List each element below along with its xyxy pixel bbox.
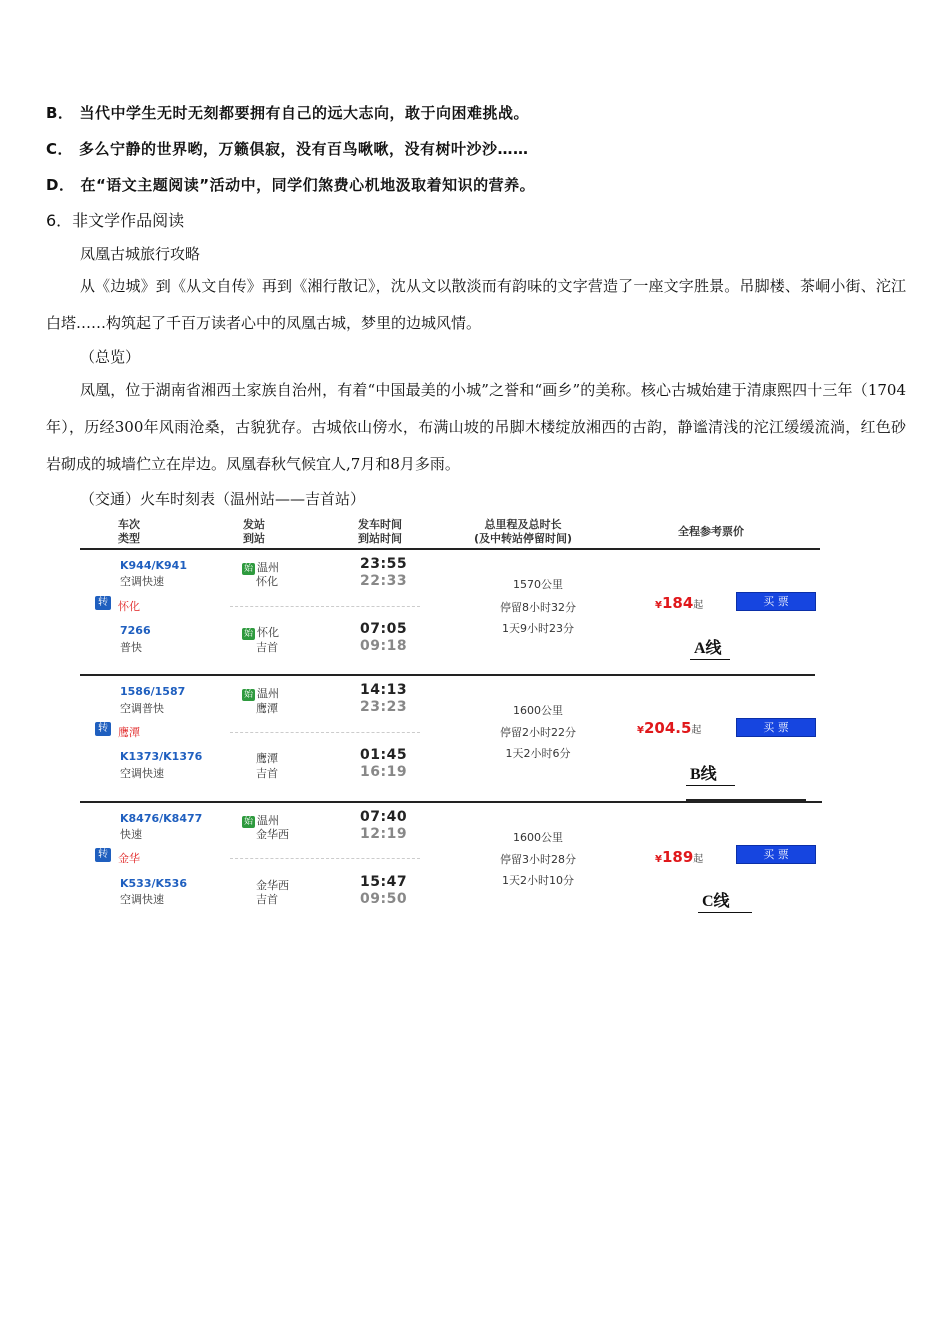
route-c-divider <box>230 858 420 859</box>
route-b-distance: 1600公里 <box>513 704 563 717</box>
option-c-text: 多么宁静的世界哟，万籁俱寂，没有百鸟啾啾，没有树叶沙沙…… <box>79 140 529 158</box>
route-b-divider <box>230 732 420 733</box>
route-b-leg1-from-name: 温州 <box>257 687 280 700</box>
route-b-leg1-train: 1586/1587 <box>120 685 186 698</box>
route-a-leg1-arr: 22:33 <box>360 573 408 589</box>
route-a-leg1-dep: 23:55 <box>360 556 408 572</box>
header-time-2: 到站时间 <box>358 532 402 545</box>
route-a-price <box>655 594 703 612</box>
route-a-leg2-from-name: 怀化 <box>257 626 280 639</box>
transfer-icon: 转 <box>95 596 111 610</box>
header-train-2: 类型 <box>118 532 140 545</box>
start-station-icon: 始 <box>244 690 254 700</box>
transfer-icon: 转 <box>95 722 111 736</box>
header-rule <box>80 548 820 550</box>
option-d-label: D． <box>46 176 75 194</box>
route-b-leg2-type: 空调快速 <box>120 767 164 780</box>
route-c-leg1-dep: 07:40 <box>360 809 408 825</box>
route-a-label: A线 <box>690 635 730 660</box>
route-a-leg2-dep: 07:05 <box>360 621 408 637</box>
route-b-label: B线 <box>686 761 735 786</box>
route-a-duration: 1天9小时23分 <box>502 622 574 635</box>
route-b-leg1-dep: 14:13 <box>360 682 408 698</box>
route-c-leg2-dep: 15:47 <box>360 874 408 890</box>
header-train-1: 车次 <box>118 518 140 531</box>
route-c-distance: 1600公里 <box>513 831 563 844</box>
route-c-leg1-to: 金华西 <box>256 828 289 841</box>
route-b-leg2-arr: 16:19 <box>360 764 408 780</box>
route-b-leg1-to: 鹰潭 <box>256 702 278 715</box>
route-c-price <box>655 848 703 866</box>
qi: 起 <box>691 725 702 736</box>
option-c-label: C． <box>46 140 74 158</box>
header-train <box>118 518 140 546</box>
route-a-divider <box>230 606 420 607</box>
option-b <box>46 102 529 123</box>
route-b-leg2-dep: 01:45 <box>360 747 408 763</box>
route-a-leg1-to: 怀化 <box>256 575 278 588</box>
route-c-transfer-city: 金华 <box>118 852 140 865</box>
header-station-2: 到站 <box>243 532 265 545</box>
option-b-text: 当代中学生无时无刻都要拥有自己的远大志向，敢于向困难挑战。 <box>79 104 529 122</box>
route-c-duration: 1天2小时10分 <box>502 874 574 887</box>
article-title: 凤凰古城旅行攻略 <box>80 245 201 263</box>
route-rule-1 <box>80 674 815 676</box>
route-a-leg2-train: 7266 <box>120 624 151 637</box>
transfer-icon: 转 <box>95 848 111 862</box>
start-station-icon: 始 <box>244 629 254 639</box>
currency: ¥ <box>637 725 644 736</box>
header-station <box>243 518 265 546</box>
route-a-distance: 1570公里 <box>513 578 563 591</box>
route-b-price <box>637 719 701 737</box>
route-rule-2 <box>80 801 822 803</box>
header-info-2: (及中转站停留时间) <box>473 532 573 545</box>
section-heading: 6．非文学作品阅读 <box>46 211 185 230</box>
route-b-leg1-type: 空调普快 <box>120 702 164 715</box>
route-a-leg2-from <box>242 624 279 640</box>
start-station-icon: 始 <box>244 817 254 827</box>
route-c-label: C线 <box>698 888 752 913</box>
route-c-leg2-type: 空调快速 <box>120 893 164 906</box>
route-c-leg2-train: K533/K536 <box>120 877 187 890</box>
route-a-stop: 停留8小时32分 <box>500 601 576 614</box>
route-b-leg2-train: K1373/K1376 <box>120 750 203 763</box>
route-a-leg1-type: 空调快速 <box>120 575 164 588</box>
route-c-stop: 停留3小时28分 <box>500 853 576 866</box>
route-a-transfer-city: 怀化 <box>118 600 140 613</box>
currency: ¥ <box>655 854 662 865</box>
route-c-leg1-train: K8476/K8477 <box>120 812 203 825</box>
header-station-1: 发站 <box>243 518 265 531</box>
route-a-buy-button[interactable]: 买 票 <box>736 592 816 611</box>
article-intro: 从《边城》到《从文自传》再到《湘行散记》，沈从文以散淡而有韵味的文字营造了一座文字胜景。吊脚楼、茶峒小街、沱江白塔……构筑起了千百万读者心中的凤凰古城，梦里的边城风情。 <box>46 277 906 332</box>
overview-heading: （总览） <box>80 348 141 366</box>
route-b-buy-button[interactable]: 买 票 <box>736 718 816 737</box>
route-b-stop: 停留2小时22分 <box>500 726 576 739</box>
route-b-transfer-city: 鹰潭 <box>118 726 140 739</box>
route-a-leg2-arr: 09:18 <box>360 638 408 654</box>
option-d <box>46 174 535 195</box>
qi: 起 <box>693 854 704 865</box>
route-b-leg1-arr: 23:23 <box>360 699 408 715</box>
route-b-leg2-to: 吉首 <box>256 767 278 780</box>
route-a-leg1-from-name: 温州 <box>257 561 280 574</box>
header-info <box>448 518 598 546</box>
train-timetable <box>80 512 825 917</box>
route-b-leg1-from <box>242 685 279 701</box>
header-price: 全程参考票价 <box>678 525 744 538</box>
route-a-leg2-type: 普快 <box>120 641 142 654</box>
route-c-buy-button[interactable]: 买 票 <box>736 845 816 864</box>
route-b-duration: 1天2小时6分 <box>505 747 571 760</box>
route-b-leg2-from: 鹰潭 <box>256 752 278 765</box>
header-time-1: 发车时间 <box>358 518 402 531</box>
route-a-leg2-to: 吉首 <box>256 641 278 654</box>
route-c-leg1-arr: 12:19 <box>360 826 408 842</box>
route-c-price-value: 189 <box>661 848 694 866</box>
option-c <box>46 138 529 159</box>
overview-paragraph: 凤凰，位于湖南省湘西土家族自治州，有着“中国最美的小城”之誉和“画乡”的美称。核心古城始建于清康熙四十三年（1704年），历经300年风雨沧桑，古貌犹存。古城依山傍水，布满山坡的吊脚木楼绽放湘西的古韵，静谧清浅的沱江缓缓流淌，红色砂岩砌成的城墙伫立在岸边。凤凰春秋气候宜人,7月和8月多雨。 <box>46 381 906 473</box>
route-c-leg2-to: 吉首 <box>256 893 278 906</box>
start-station-icon: 始 <box>244 564 254 574</box>
route-a-price-value: 184 <box>661 594 694 612</box>
header-info-1: 总里程及总时长 <box>484 518 562 531</box>
qi: 起 <box>693 600 704 611</box>
route-b-price-value: 204.5 <box>643 719 692 737</box>
route-a-leg1-train: K944/K941 <box>120 559 187 572</box>
route-c-leg1-from-name: 温州 <box>257 814 280 827</box>
traffic-heading: （交通）火车时刻表（温州站——吉首站） <box>80 490 366 508</box>
option-d-text: 在“语文主题阅读”活动中，同学们煞费心机地汲取着知识的营养。 <box>80 176 536 194</box>
currency: ¥ <box>655 600 662 611</box>
header-time <box>358 518 402 546</box>
option-b-label: B． <box>46 104 74 122</box>
route-c-leg2-from: 金华西 <box>256 879 289 892</box>
route-c-leg2-arr: 09:50 <box>360 891 408 907</box>
route-c-leg1-type: 快速 <box>120 828 142 841</box>
